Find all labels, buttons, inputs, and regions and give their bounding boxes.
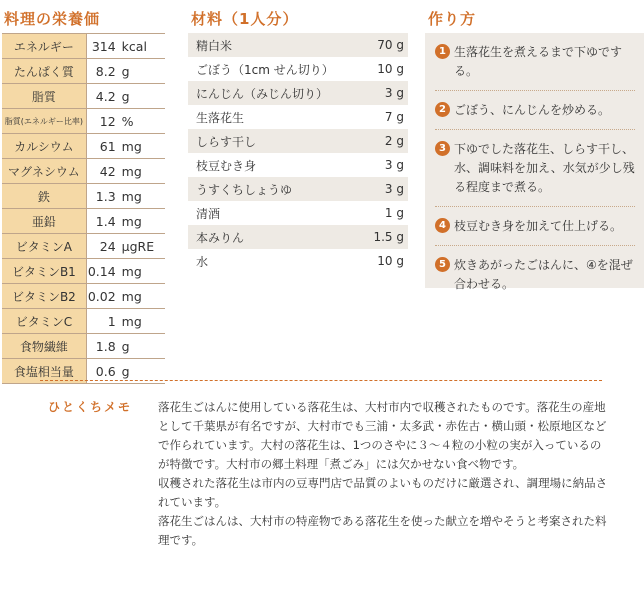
ingredients-heading: 材料（1人分） [191, 10, 299, 28]
nutrient-value: 1 [107, 313, 116, 329]
nutrition-table [2, 33, 165, 384]
ingredient-row [188, 129, 408, 153]
nutrition-row [2, 159, 165, 184]
nutrition-row [2, 34, 165, 59]
ingredient-row [188, 57, 408, 81]
ingredient-amount: 1.5 g [373, 230, 404, 244]
ingredient-name: 枝豆むき身 [196, 158, 257, 173]
ingredient-amount: 10 g [377, 254, 404, 268]
nutrient-value: 1.8 [95, 338, 116, 354]
nutrient-value: 0.14 [87, 263, 116, 279]
step-text: 炊きあがったごはんに、④を混ぜ合わせる。 [454, 258, 633, 291]
ingredient-name: 本みりん [196, 230, 245, 245]
ingredient-name: うすくちしょうゆ [196, 182, 293, 197]
nutrient-unit: kcal [121, 38, 147, 54]
step-text: ごぼう、にんじんを炒める。 [454, 103, 611, 117]
nutrient-unit: μgRE [121, 238, 155, 254]
nutrient-value: 314 [91, 38, 116, 54]
nutrient-name: ビタミンB2 [2, 284, 87, 308]
nutrient-name: 脂質 [2, 84, 87, 108]
nutrient-name: 食塩相当量 [2, 359, 87, 383]
nutrient-unit: g [121, 338, 130, 354]
ingredients-list [188, 33, 408, 273]
ingredient-row [188, 225, 408, 249]
nutrient-unit: g [121, 363, 130, 379]
nutrient-name: 鉄 [2, 184, 87, 208]
ingredient-name: ごぼう（1cm せん切り） [196, 62, 334, 77]
memo-body [158, 398, 610, 550]
ingredient-amount: 7 g [384, 110, 404, 124]
method-step [435, 130, 635, 207]
ingredient-amount: 3 g [384, 182, 404, 196]
nutrient-unit: % [121, 113, 134, 129]
nutrition-row [2, 184, 165, 209]
nutrient-unit: mg [121, 138, 142, 154]
method-step [435, 33, 635, 91]
ingredient-amount: 1 g [384, 206, 404, 220]
ingredient-row [188, 201, 408, 225]
nutrition-row [2, 84, 165, 109]
nutrient-value: 12 [99, 113, 116, 129]
nutrient-name: 脂質(エネルギー比率) [2, 109, 87, 133]
nutrient-unit: mg [121, 313, 142, 329]
nutrition-row [2, 309, 165, 334]
ingredient-amount: 3 g [384, 158, 404, 172]
nutrient-value: 4.2 [95, 88, 116, 104]
nutrient-name: カルシウム [2, 134, 87, 158]
nutrient-unit: mg [121, 288, 142, 304]
nutrient-value: 8.2 [95, 63, 116, 79]
nutrient-unit: mg [121, 263, 142, 279]
step-text: 下ゆでした落花生、しらす干し、水、調味料を加え、水気が少し残る程度まで煮る。 [454, 142, 635, 194]
nutrition-row [2, 134, 165, 159]
ingredient-row [188, 177, 408, 201]
ingredient-amount: 10 g [377, 62, 404, 76]
ingredient-row [188, 33, 408, 57]
nutrient-name: ビタミンC [2, 309, 87, 333]
ingredient-row [188, 105, 408, 129]
ingredient-amount: 70 g [377, 38, 404, 52]
memo-divider [40, 380, 602, 381]
memo-paragraph: 落花生ごはんに使用している落花生は、大村市内で収穫されたものです。落花生の産地として千葉県が有名ですが、大村市でも三浦・太多武・赤佐古・横山頭・松原地区などで作られています。大村の落花生は、1つのさやに３～４粒の小粒の実が入っているのが特徴です。大村市の郷土料理「煮ごみ」には欠かせない食べ物です。 [158, 400, 607, 471]
nutrition-row [2, 109, 165, 134]
step-number-badge: 4 [435, 218, 450, 233]
nutrient-unit: g [121, 88, 130, 104]
ingredient-amount: 2 g [384, 134, 404, 148]
nutrient-name: 食物繊維 [2, 334, 87, 358]
nutrition-row [2, 59, 165, 84]
nutrition-row [2, 259, 165, 284]
ingredient-name: 生落花生 [196, 110, 245, 125]
nutrient-name: たんぱく質 [2, 59, 87, 83]
step-number-badge: 3 [435, 141, 450, 156]
nutrition-row [2, 284, 165, 309]
nutrition-row [2, 234, 165, 259]
method-step [435, 207, 635, 246]
nutrient-unit: mg [121, 163, 142, 179]
memo-title: ひとくちメモ [48, 400, 133, 414]
ingredient-amount: 3 g [384, 86, 404, 100]
method-step [435, 91, 635, 130]
ingredient-name: 清酒 [196, 206, 221, 221]
nutrient-name: ビタミンA [2, 234, 87, 258]
step-number-badge: 5 [435, 257, 450, 272]
nutrient-value: 1.4 [95, 213, 116, 229]
ingredient-name: にんじん（みじん切り） [196, 86, 329, 101]
nutrient-unit: mg [121, 188, 142, 204]
nutrient-value: 0.02 [87, 288, 116, 304]
step-number-badge: 2 [435, 102, 450, 117]
step-text: 枝豆むき身を加えて仕上げる。 [454, 219, 623, 233]
nutrition-row [2, 334, 165, 359]
ingredient-row [188, 81, 408, 105]
nutrient-name: マグネシウム [2, 159, 87, 183]
method-heading: 作り方 [428, 10, 477, 28]
nutrient-name: ビタミンB1 [2, 259, 87, 283]
memo-paragraph: 収穫された落花生は市内の豆専門店で品質のよいものだけに厳選され、調理場に納品されています。 [158, 476, 608, 509]
nutrient-value: 0.6 [95, 363, 116, 379]
ingredient-row [188, 153, 408, 177]
memo-paragraph: 落花生ごはんは、大村市の特産物である落花生を使った献立を増やそうと考案された料理です。 [158, 514, 607, 547]
step-number-badge: 1 [435, 44, 450, 59]
nutrient-name: 亜鉛 [2, 209, 87, 233]
nutrition-heading: 料理の栄養価 [4, 10, 101, 28]
step-text: 生落花生を煮えるまで下ゆでする。 [454, 45, 623, 78]
nutrient-value: 61 [99, 138, 116, 154]
ingredient-name: 水 [196, 254, 209, 269]
nutrient-value: 42 [99, 163, 116, 179]
nutrient-unit: g [121, 63, 130, 79]
nutrient-name: エネルギー [2, 34, 87, 58]
nutrient-unit: mg [121, 213, 142, 229]
ingredient-name: 精白米 [196, 38, 233, 53]
nutrition-row [2, 209, 165, 234]
nutrient-value: 24 [99, 238, 116, 254]
ingredient-name: しらす干し [196, 134, 257, 149]
nutrient-value: 1.3 [95, 188, 116, 204]
method-panel [425, 33, 644, 291]
ingredient-row [188, 249, 408, 273]
method-step [435, 246, 635, 303]
